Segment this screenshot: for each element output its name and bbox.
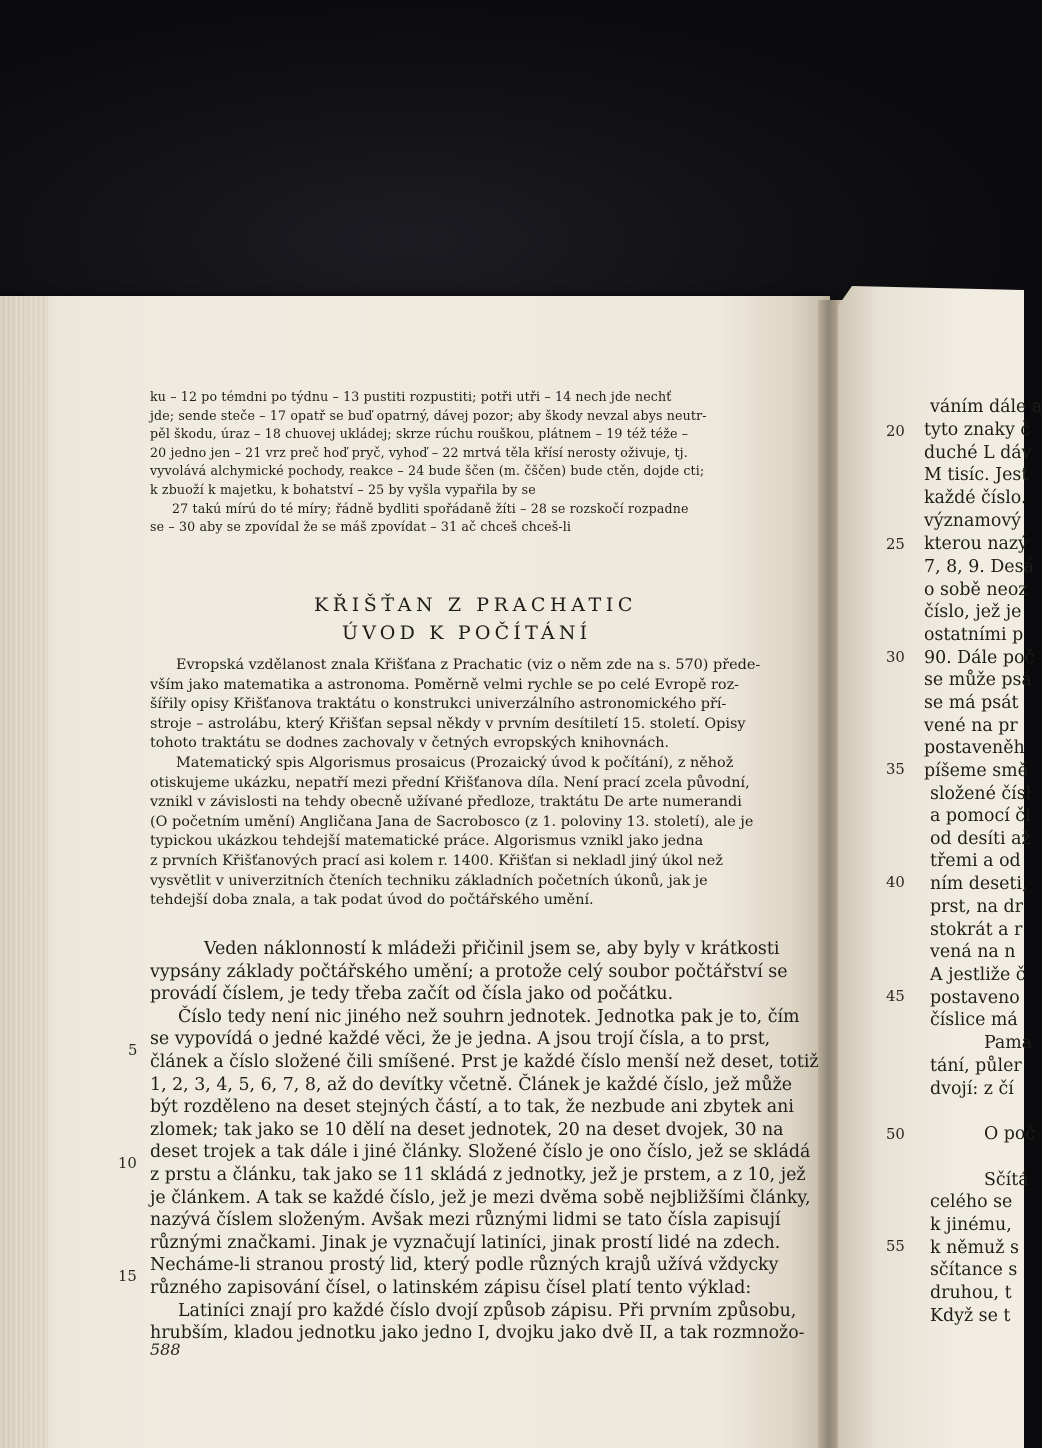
right-page-line: třemi a od bbox=[930, 851, 1021, 871]
right-page-line: duché L dáv bbox=[924, 443, 1032, 463]
body-line: z prstu a článku, tak jako se 11 skládá z jednotky, jež je prstem, a z 10, jež bbox=[150, 1164, 806, 1185]
line-number: 45 bbox=[886, 988, 905, 1005]
body-line: deset trojek a tak dále i jiné články. Složené číslo je ono číslo, jež se skládá bbox=[150, 1142, 811, 1163]
intro-line: typickou ukázkou tehdejší matematické práce. Algorismus vznikl jako jedna bbox=[150, 833, 704, 850]
footnote-line: se – 30 aby se zpovídal že se máš zpovídat – 31 ač chceš chceš-li bbox=[150, 519, 572, 535]
page-edge-stack bbox=[0, 296, 48, 1448]
right-page-line: tyto znaky č bbox=[924, 420, 1031, 440]
right-page-line: M tisíc. Jest bbox=[924, 465, 1029, 485]
right-page-line: stokrát a r bbox=[930, 920, 1023, 940]
right-page-line: 7, 8, 9. Desá bbox=[924, 557, 1034, 577]
body-line: hrubším, kladou jednotku jako jedno I, dvojku jako dvě II, a tak rozmnožo- bbox=[150, 1323, 805, 1344]
right-page-line: celého se bbox=[930, 1192, 1013, 1212]
right-page-line: prst, na dr bbox=[930, 897, 1023, 917]
body-line: článek a číslo složené čili smíšené. Prst je každé číslo menší než deset, totiž bbox=[150, 1051, 819, 1072]
body-line: různého zapisování čísel, o latinském zápisu čísel platí tento výklad: bbox=[150, 1277, 752, 1298]
right-page-line: číslice má bbox=[930, 1010, 1018, 1030]
right-page-line: ostatními p bbox=[924, 625, 1024, 645]
footnote-line: pěl škodu, úraz – 18 chuovej ukládej; skrze rúchu rouškou, plátnem – 19 též téže – bbox=[150, 426, 689, 442]
footnote-line: 27 takú mírú do té míry; řádně bydliti spořádaně žíti – 28 se rozskočí rozpadne bbox=[172, 500, 689, 516]
right-page-line: se má psát bbox=[924, 693, 1019, 713]
right-page-line: tání, půler bbox=[930, 1056, 1022, 1076]
right-page-line: postaveněh bbox=[924, 738, 1025, 758]
body-line: Necháme-li stranou prostý lid, který podle různých krajů užívá vždycky bbox=[150, 1255, 779, 1276]
right-page-line: druhou, t bbox=[930, 1283, 1012, 1303]
right-page-line: Sčítá bbox=[984, 1170, 1029, 1190]
footnote-line: k zbuoží k majetku, k bohatství – 25 by vyšla vypařila by se bbox=[150, 481, 536, 497]
footnote-line: jde; sende steče – 17 opatř se buď opatrný, dávej pozor; aby škody nevzal abys neutr- bbox=[150, 407, 707, 423]
footnote-line: 20 jedno jen – 21 vrz preč hoď pryč, vyhoď – 22 mrtvá těla křísí nerosty oživuje, tj. bbox=[150, 444, 688, 460]
right-page-line: významový bbox=[924, 511, 1021, 531]
footnote-line: vyvolává alchymické pochody, reakce – 24 bude ščen (m. čščen) bude ctěn, dojde cti; bbox=[150, 463, 705, 479]
body-line: různými značkami. Jinak je vyznačují latiníci, jinak prostí lidé na zdech. bbox=[150, 1232, 781, 1253]
body-text-block bbox=[150, 938, 819, 1345]
right-page-line: vená na n bbox=[930, 942, 1016, 962]
body-line: Veden náklonností k mládeži přičinil jsem se, aby byly v krátkosti bbox=[204, 939, 780, 959]
intro-block bbox=[150, 656, 760, 911]
intro-line: stroje – astrolábu, který Křišťan sepsal někdy v prvním desítiletí 15. století. Opisy bbox=[150, 715, 746, 732]
line-number: 50 bbox=[886, 1126, 905, 1143]
work-title: ÚVOD K POČÍTÁNÍ bbox=[342, 622, 592, 644]
right-page-line: se může psá bbox=[924, 670, 1032, 690]
right-page-line: složené čísl bbox=[930, 784, 1032, 804]
right-page-line: Když se t bbox=[930, 1306, 1011, 1326]
right-page-line: od desíti až bbox=[930, 829, 1031, 849]
intro-line: otiskujeme ukázku, nepatří mezi přední Křišťanova díla. Není prací zcela původní, bbox=[150, 774, 750, 791]
right-page-line: A jestliže č bbox=[930, 965, 1026, 985]
right-page-line: a pomocí čl bbox=[930, 806, 1031, 826]
right-page-line: postaveno bbox=[930, 988, 1020, 1008]
intro-line: vším jako matematika a astronoma. Poměrně velmi rychle se po celé Evropě roz- bbox=[150, 676, 740, 693]
body-line: Číslo tedy není nic jiného než souhrn jednotek. Jednotka pak je to, čím bbox=[178, 1006, 800, 1027]
body-line: Latiníci znají pro každé číslo dvojí způsob zápisu. Při prvním způsobu, bbox=[178, 1300, 797, 1321]
right-page-line: ním deseti, bbox=[930, 874, 1028, 894]
footnotes-block bbox=[150, 388, 707, 537]
body-line: se vypovídá o jedné každé věci, že je jedna. A jsou trojí čísla, a to prst, bbox=[150, 1029, 771, 1050]
intro-line: z prvních Křišťanových prací asi kolem r. 1400. Křišťan si nekladl jiný úkol než bbox=[150, 852, 723, 869]
line-number: 15 bbox=[118, 1268, 137, 1285]
line-number: 30 bbox=[886, 649, 905, 666]
line-number: 55 bbox=[886, 1238, 905, 1255]
right-page-line: váním dále a bbox=[930, 397, 1042, 417]
body-line: provádí číslem, je tedy třeba začít od čísla jako od počátku. bbox=[150, 984, 674, 1005]
page-number: 588 bbox=[150, 1340, 181, 1359]
line-number: 5 bbox=[128, 1042, 138, 1059]
body-line: být rozděleno na deset stejných částí, a to tak, že nezbude ani zbytek ani bbox=[150, 1097, 794, 1118]
right-page-line: O poč bbox=[984, 1124, 1036, 1144]
right-page-line: číslo, jež je bbox=[924, 602, 1022, 622]
intro-line: Matematický spis Algorismus prosaicus (Prozaický úvod k počítání), z něhož bbox=[176, 754, 734, 771]
intro-line: vznikl v závislosti na tehdy obecně užívané předloze, traktátu De arte numerandi bbox=[150, 794, 742, 811]
author-heading: KŘIŠŤAN Z PRACHATIC bbox=[314, 594, 637, 616]
body-line: je článkem. A tak se každé číslo, jež je mezi dvěma sobě nejbližšími články, bbox=[150, 1187, 811, 1208]
background-dark-surface bbox=[0, 0, 1024, 300]
right-page-line: Pama bbox=[984, 1033, 1033, 1053]
footnote-line: ku – 12 po témdni po týdnu – 13 pustiti rozpustiti; potři utři – 14 nech jde nechť bbox=[150, 389, 672, 404]
right-page-line: o sobě neoz bbox=[924, 580, 1028, 600]
line-number: 40 bbox=[886, 874, 905, 891]
right-page-line: kterou nazý bbox=[924, 534, 1028, 554]
body-line: vypsány základy počtářského umění; a protože celý soubor počtářství se bbox=[150, 961, 788, 982]
right-page-line: vené na pr bbox=[924, 716, 1018, 736]
intro-line: Evropská vzdělanost znala Křišťana z Prachatic (viz o něm zde na s. 570) přede- bbox=[176, 657, 761, 673]
right-page-line: k jinému, bbox=[930, 1215, 1012, 1235]
body-line: nazývá číslem složeným. Avšak mezi různými lidmi se tato čísla zapisují bbox=[150, 1210, 781, 1231]
intro-line: tehdejší doba znala, a tak podat úvod do počtářského umění. bbox=[150, 892, 594, 909]
right-page-line: píšeme smě bbox=[924, 761, 1028, 781]
right-page-line: sčítance s bbox=[930, 1260, 1018, 1280]
intro-line: tohoto traktátu se dodnes zachovaly v četných evropských knihovnách. bbox=[150, 735, 670, 752]
right-page-line: 90. Dále poč bbox=[924, 648, 1035, 668]
body-line: 1, 2, 3, 4, 5, 6, 7, 8, až do devítky včetně. Článek je každé číslo, jež může bbox=[150, 1074, 793, 1095]
intro-line: šířily opisy Křišťanova traktátu o konstrukci univerzálního astronomického pří- bbox=[150, 696, 727, 713]
intro-line: vysvětlit v univerzitních čteních techniku základních početních úkonů, jak je bbox=[150, 872, 708, 889]
line-number: 10 bbox=[118, 1155, 137, 1172]
line-number: 35 bbox=[886, 761, 905, 778]
line-number: 20 bbox=[886, 423, 905, 440]
right-page-line: k němuž s bbox=[930, 1238, 1019, 1258]
right-page-line: každé číslo. bbox=[924, 488, 1027, 508]
right-page-line: dvojí: z čí bbox=[930, 1079, 1014, 1099]
line-number: 25 bbox=[886, 536, 905, 553]
body-line: zlomek; tak jako se 10 dělí na deset jednotek, 20 na deset dvojek, 30 na bbox=[150, 1119, 784, 1140]
intro-line: (O početním umění) Angličana Jana de Sacrobosco (z 1. poloviny 13. století), ale je bbox=[150, 813, 754, 830]
